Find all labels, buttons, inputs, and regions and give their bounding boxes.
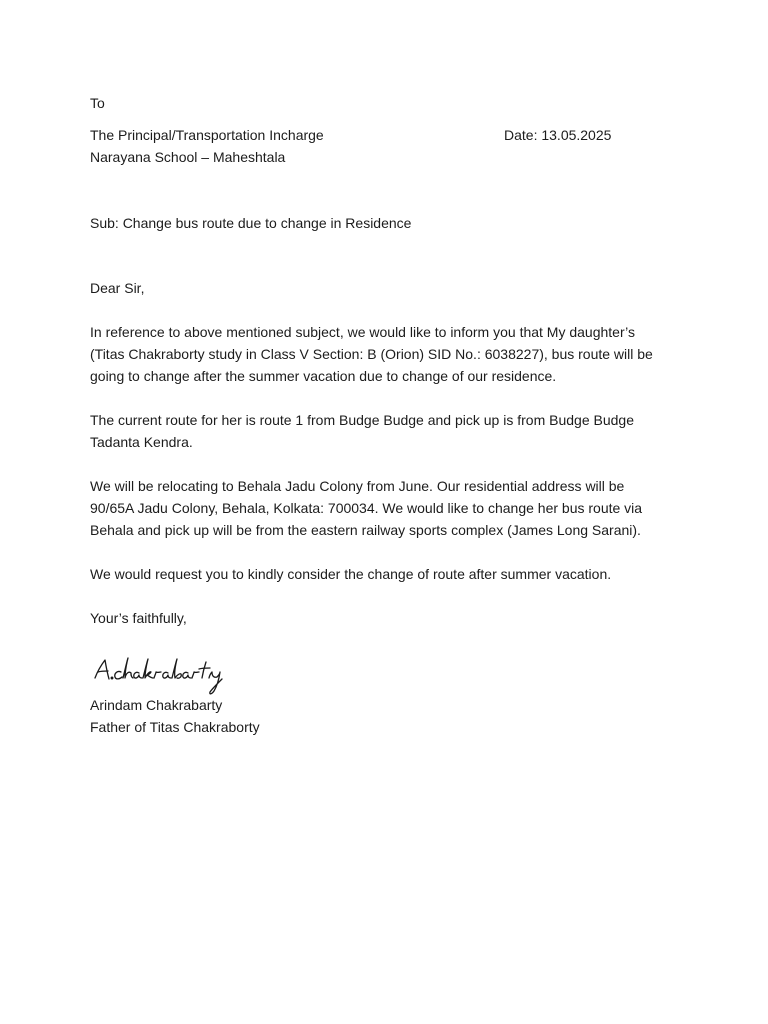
paragraph-1 — [90, 321, 680, 387]
recipient-title: The Principal/Transportation Incharge — [90, 127, 324, 143]
closing: Your’s faithfully, — [90, 610, 187, 626]
paragraph-3-line: 90/65A Jadu Colony, Behala, Kolkata: 700034. We would like to change her bus route via — [90, 500, 643, 516]
subject-line: Sub: Change bus route due to change in Residence — [90, 215, 412, 231]
paragraph-2 — [90, 409, 680, 453]
paragraph-2-line: The current route for her is route 1 from Budge Budge and pick up is from Budge Budge — [90, 412, 634, 428]
sender-name: Arindam Chakrabarty — [90, 697, 223, 713]
paragraph-1-line: (Titas Chakraborty study in Class V Section: B (Orion) SID No.: 6038227), bus route will be — [90, 346, 653, 362]
sender-relation: Father of Titas Chakraborty — [90, 719, 260, 735]
paragraph-1-line: In reference to above mentioned subject, we would like to inform you that My daughter’s — [90, 324, 636, 340]
salutation: Dear Sir, — [90, 280, 145, 296]
paragraph-3-line: Behala and pick up will be from the eastern railway sports complex (James Long Sarani). — [90, 522, 641, 538]
paragraph-1-line: going to change after the summer vacation due to change of our residence. — [90, 368, 557, 384]
letter-date: Date: 13.05.2025 — [504, 127, 612, 143]
recipient-school: Narayana School – Maheshtala — [90, 149, 286, 165]
handwritten-signature — [92, 652, 242, 698]
to-label: To — [90, 95, 105, 111]
paragraph-3 — [90, 475, 680, 541]
paragraph-4: We would request you to kindly consider the change of route after summer vacation. — [90, 566, 612, 582]
paragraph-2-line: Tadanta Kendra. — [90, 434, 193, 450]
paragraph-3-line: We will be relocating to Behala Jadu Colony from June. Our residential address will be — [90, 478, 625, 494]
